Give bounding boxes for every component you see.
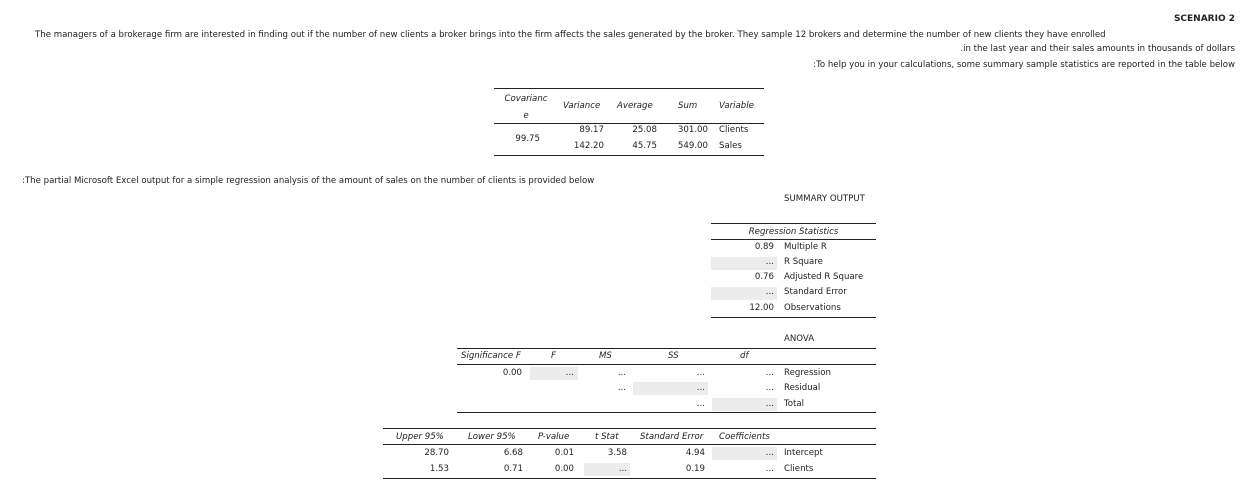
- residual-ms: ...: [617, 383, 626, 393]
- clients-lower: 0.71: [503, 464, 523, 474]
- standard-error-label: Standard Error: [784, 287, 847, 297]
- total-ss: ...: [696, 399, 705, 409]
- regression-f: ...: [565, 368, 574, 378]
- header-standard-error: Standard Error: [640, 432, 704, 442]
- adjusted-r-square-value: 0.76: [754, 272, 774, 282]
- residual-ss: ...: [696, 383, 705, 393]
- observations-value: 12.00: [749, 303, 774, 313]
- intercept-label: Intercept: [784, 448, 823, 458]
- header-upper-95: Upper 95%: [396, 432, 444, 442]
- clients-coefficient: ...: [765, 464, 774, 474]
- summary-output-title: SUMMARY OUTPUT: [784, 194, 865, 204]
- standard-error-value: ...: [765, 287, 774, 297]
- regression-stats-header: Regression Statistics: [748, 227, 839, 237]
- header-variable: Variable: [719, 101, 754, 111]
- covariance-value: 99.75: [515, 134, 540, 144]
- scenario-line-2: .in the last year and their sales amounts in thousands of dollars: [960, 44, 1235, 54]
- anova-title: ANOVA: [784, 334, 815, 344]
- intercept-lower: 6.68: [503, 448, 523, 458]
- clients-sum: 301.00: [677, 125, 708, 135]
- sales-sum: 549.00: [677, 141, 708, 151]
- scenario-line-1: The managers of a brokerage firm are interested in finding out if the number of new clients a broker brings into the firm affects the sales generated by the broker. They sample 12 brokers and determine the number of new clients they have enrolled: [35, 30, 1106, 40]
- header-covariance-cont: e: [523, 111, 529, 121]
- header-ms: MS: [599, 351, 612, 361]
- r-square-label: R Square: [784, 257, 823, 267]
- total-label: Total: [784, 399, 805, 409]
- clients-t-stat: ...: [618, 464, 627, 474]
- header-lower-95: Lower 95%: [468, 432, 516, 442]
- sales-average: 45.75: [632, 141, 657, 151]
- residual-label: Residual: [784, 383, 821, 393]
- regression-ms: ...: [617, 368, 626, 378]
- sales-variable: Sales: [719, 141, 742, 151]
- regression-sig-f: 0.00: [502, 368, 522, 378]
- intercept-upper: 28.70: [424, 448, 449, 458]
- multiple-r-value: 0.89: [754, 242, 774, 252]
- header-average: Average: [617, 101, 653, 111]
- clients-variable: Clients: [719, 125, 749, 135]
- r-square-value: ...: [765, 257, 774, 267]
- adjusted-r-square-label: Adjusted R Square: [784, 272, 864, 282]
- clients-standard-error: 0.19: [685, 464, 705, 474]
- clients-upper: 1.53: [429, 464, 449, 474]
- clients-variance: 89.17: [579, 125, 604, 135]
- intercept-coefficient: ...: [765, 448, 774, 458]
- header-t-stat: t Stat: [595, 432, 619, 442]
- observations-label: Observations: [784, 303, 841, 313]
- sales-variance: 142.20: [573, 141, 604, 151]
- header-p-value: P-value: [538, 432, 570, 442]
- header-ss: SS: [668, 351, 679, 361]
- regression-label: Regression: [784, 368, 832, 378]
- header-sum: Sum: [678, 101, 698, 111]
- header-variance: Variance: [563, 101, 601, 111]
- header-covariance: Covarianc: [504, 94, 548, 104]
- header-df: df: [740, 351, 749, 361]
- header-coefficients: Coefficients: [719, 432, 770, 442]
- regression-ss: ...: [696, 368, 705, 378]
- clients-p-value: 0.00: [554, 464, 574, 474]
- scenario-title: SCENARIO 2: [1173, 14, 1235, 24]
- intercept-t-stat: 3.58: [607, 448, 627, 458]
- residual-df: ...: [765, 383, 774, 393]
- excel-intro: :The partial Microsoft Excel output for a simple regression analysis of the amount of sales on the number of clients is provided below: [22, 176, 595, 186]
- intercept-standard-error: 4.94: [685, 448, 705, 458]
- multiple-r-label: Multiple R: [784, 242, 827, 252]
- header-significance-f: Significance F: [461, 351, 521, 361]
- total-df: ...: [765, 399, 774, 409]
- clients-label: Clients: [784, 464, 814, 474]
- intercept-p-value: 0.01: [554, 448, 574, 458]
- clients-average: 25.08: [632, 125, 657, 135]
- regression-df: ...: [765, 368, 774, 378]
- scenario-line-3: :To help you in your calculations, some summary sample statistics are reported in the table below: [813, 60, 1235, 70]
- header-f: F: [551, 351, 556, 361]
